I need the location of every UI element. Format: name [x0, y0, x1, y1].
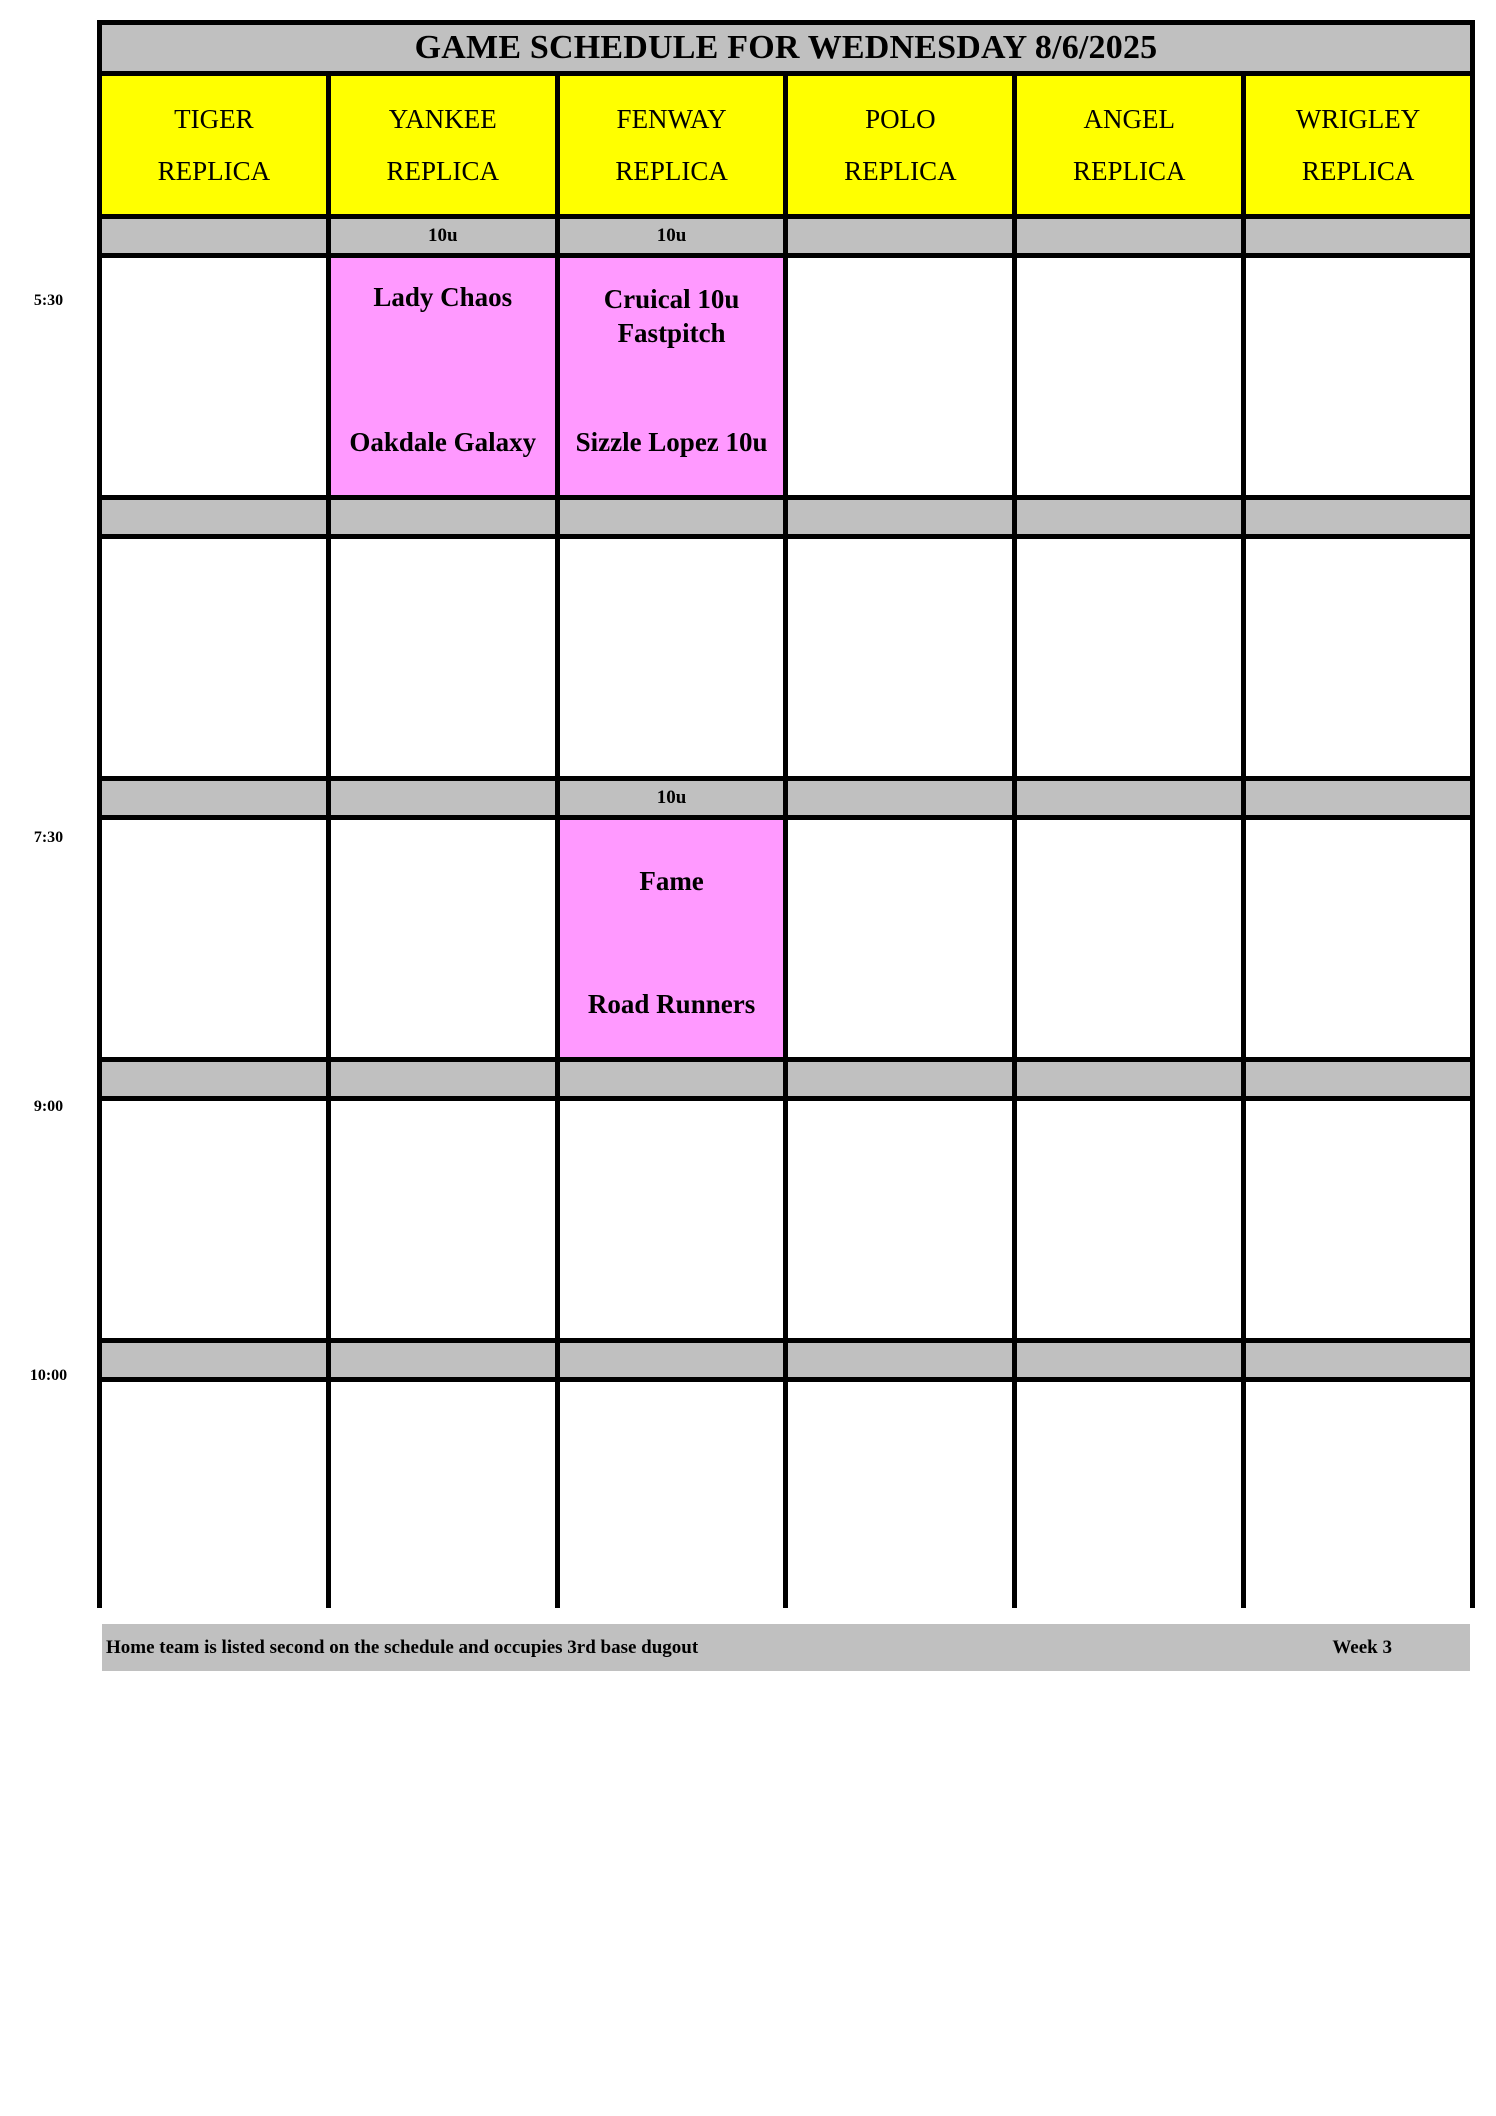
- division-band-cell: [1246, 500, 1470, 534]
- empty-slot-cell: [331, 1382, 555, 1619]
- empty-slot-cell: [560, 1382, 784, 1619]
- away-team: Lady Chaos: [373, 282, 513, 312]
- game-cell: [331, 258, 555, 495]
- division-band-cell: [560, 1343, 784, 1377]
- empty-slot-cell: [1246, 820, 1470, 1057]
- schedule-title: GAME SCHEDULE FOR WEDNESDAY 8/6/2025: [102, 25, 1470, 71]
- division-band-cell: [102, 219, 326, 253]
- empty-slot-cell: [1017, 1101, 1241, 1338]
- empty-slot-cell: [560, 1101, 784, 1338]
- division-band-cell: [102, 500, 326, 534]
- division-band-cell: [331, 781, 555, 815]
- empty-slot-cell: [788, 1101, 1012, 1338]
- field-type: REPLICA: [157, 156, 271, 186]
- field-header-angel: [1017, 76, 1241, 214]
- field-type: REPLICA: [1072, 156, 1186, 186]
- field-header-polo: [788, 76, 1012, 214]
- home-team: Oakdale Galaxy: [349, 427, 537, 457]
- field-name: FENWAY: [616, 104, 727, 134]
- empty-slot-cell: [102, 539, 326, 776]
- game-cell: [560, 258, 784, 495]
- schedule-table: [97, 20, 1475, 1658]
- empty-slot-cell: [1246, 1101, 1470, 1338]
- field-name: ANGEL: [1083, 104, 1175, 134]
- field-name: WRIGLEY: [1295, 104, 1421, 134]
- empty-slot-cell: [1246, 258, 1470, 495]
- empty-slot-cell: [331, 1101, 555, 1338]
- division-band-cell: [788, 219, 1012, 253]
- field-type: REPLICA: [844, 156, 957, 186]
- empty-slot-cell: [1246, 1382, 1470, 1619]
- away-team: Cruical 10u Fastpitch: [603, 284, 740, 348]
- time-label: 5:30: [33, 292, 64, 309]
- empty-slot-cell: [1017, 820, 1241, 1057]
- week-label: Week 3: [1332, 1636, 1392, 1658]
- division-band-cell: [1246, 1062, 1470, 1096]
- field-type: REPLICA: [615, 156, 728, 186]
- field-name: YANKEE: [388, 104, 497, 134]
- away-team: Fame: [639, 866, 704, 896]
- empty-slot-cell: [788, 539, 1012, 776]
- empty-slot-cell: [102, 820, 326, 1057]
- empty-slot-cell: [1017, 539, 1241, 776]
- home-team: Road Runners: [587, 989, 756, 1019]
- division-band-cell: [331, 500, 555, 534]
- division-band-cell: [788, 781, 1012, 815]
- home-team: Sizzle Lopez 10u: [575, 427, 768, 457]
- empty-slot-cell: [788, 1382, 1012, 1619]
- division-band-cell: 10u: [560, 219, 784, 253]
- division-band-cell: [560, 500, 784, 534]
- field-name: TIGER: [174, 104, 254, 134]
- division-band-cell: [331, 1343, 555, 1377]
- empty-slot-cell: [788, 820, 1012, 1057]
- field-name: POLO: [865, 104, 936, 134]
- field-header-wrigley: [1246, 76, 1470, 214]
- division-band-cell: [1017, 219, 1241, 253]
- division-band-cell: [1246, 219, 1470, 253]
- time-label: 9:00: [33, 1098, 64, 1115]
- empty-slot-cell: [1017, 1382, 1241, 1619]
- division-band-cell: 10u: [560, 781, 784, 815]
- field-header-tiger: [102, 76, 326, 214]
- division-band-cell: [102, 1062, 326, 1096]
- home-team-note: Home team is listed second on the schedule and occupies 3rd base dugout: [106, 1636, 699, 1658]
- empty-slot-cell: [1017, 258, 1241, 495]
- time-label: 7:30: [33, 829, 64, 846]
- empty-slot-cell: [1246, 539, 1470, 776]
- division-band-cell: [102, 781, 326, 815]
- empty-slot-cell: [788, 258, 1012, 495]
- field-type: REPLICA: [1301, 156, 1415, 186]
- time-label: 10:00: [29, 1367, 68, 1384]
- empty-slot-cell: [102, 258, 326, 495]
- division-band-cell: [102, 1343, 326, 1377]
- empty-slot-cell: [331, 539, 555, 776]
- division-band-cell: [1017, 781, 1241, 815]
- division-band-cell: [1017, 500, 1241, 534]
- division-band-cell: [788, 1343, 1012, 1377]
- division-band-cell: [788, 500, 1012, 534]
- division-band-cell: [788, 1062, 1012, 1096]
- empty-slot-cell: [102, 1101, 326, 1338]
- division-band-cell: [1017, 1062, 1241, 1096]
- schedule-footer: [102, 1624, 1470, 1671]
- division-band-cell: 10u: [331, 219, 555, 253]
- division-band-cell: [1246, 1343, 1470, 1377]
- game-cell: [560, 820, 784, 1057]
- field-type: REPLICA: [386, 156, 499, 186]
- division-band-cell: [1246, 781, 1470, 815]
- division-band-cell: [331, 1062, 555, 1096]
- empty-slot-cell: [102, 1382, 326, 1619]
- field-header-fenway: [560, 76, 784, 214]
- division-band-cell: [560, 1062, 784, 1096]
- empty-slot-cell: [331, 820, 555, 1057]
- empty-slot-cell: [560, 539, 784, 776]
- division-band-cell: [1017, 1343, 1241, 1377]
- field-header-yankee: [331, 76, 555, 214]
